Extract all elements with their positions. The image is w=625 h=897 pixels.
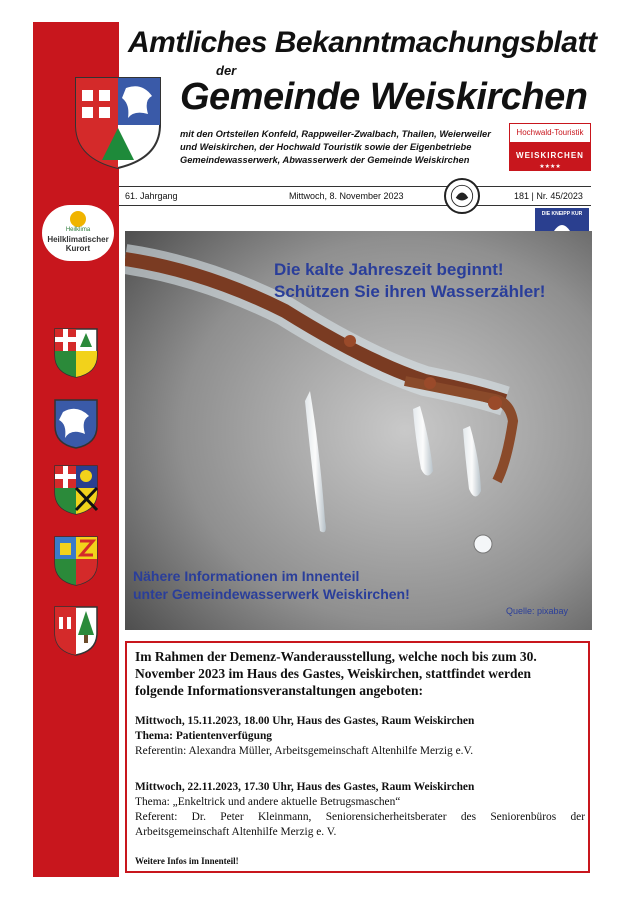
- event-1: [135, 714, 585, 759]
- event-1-topic: Thema: Patientenverfügung: [135, 730, 272, 742]
- notice-intro: Im Rahmen der Demenz-Wanderausstellung, welche noch bis zum 30. November 2023 im Haus des Gastes, Weiskirchen, stattfindet werden folgende Informationsveranstaltungen angeboten:: [135, 649, 537, 698]
- rappweiler-zwalbach-crest-icon: [53, 398, 99, 450]
- heilklima-logo: [42, 205, 114, 261]
- event-1-speaker: Referentin: Alexandra Müller, Arbeitsgemeinschaft Altenhilfe Merzig e.V.: [135, 745, 474, 757]
- photo-headline-line1: Die kalte Jahreszeit beginnt!: [274, 260, 504, 279]
- hochwald-touristik-label: Hochwald-Touristik: [509, 123, 591, 143]
- municipal-coat-of-arms-icon: [72, 70, 164, 170]
- rating-stars: ★★★★: [539, 164, 561, 170]
- demenz-notice-box: [125, 641, 590, 873]
- photo-more-info-line1: Nähere Informationen im Innenteil: [133, 568, 360, 584]
- masthead-der: der: [216, 63, 237, 78]
- event-2-when: Mittwoch, 22.11.2023, 17.30 Uhr, Haus des Gastes, Raum Weiskirchen: [135, 781, 475, 793]
- kneipp-label: DIE KNEIPP KUR: [541, 211, 583, 217]
- weierweiler-crest-icon: [53, 535, 99, 587]
- event-1-when: Mittwoch, 15.11.2023, 18.00 Uhr, Haus des Gastes, Raum Weiskirchen: [135, 715, 475, 727]
- masthead-title: Amtliches Bekanntmachungsblatt: [128, 26, 597, 59]
- hochwald-touristik-logo: [509, 123, 591, 171]
- event-2-speaker: Referent: Dr. Peter Kleinmann, Seniorensicherheitsberater des Seniorenbüros der Arbeitsgemeinschaft Altenhilfe Merzig e. V.: [135, 811, 585, 838]
- photo-source: Quelle: pixabay: [506, 606, 569, 616]
- photo-more-info-line2: unter Gemeindewasserwerk Weiskirchen!: [133, 586, 410, 602]
- sun-icon: [68, 207, 88, 229]
- photo-headline-line2: Schützen Sie ihren Wasserzähler!: [274, 282, 546, 301]
- photo-headline: [274, 259, 545, 303]
- masthead-subtitle: mit den Ortsteilen Konfeld, Rappweiler-Zwalbach, Thailen, Weierweiler und Weiskirchen, der Hochwald Touristik sowie der Eigenbetriebe Gemeindewasserwerk, Abwasserwerk der Gemeinde Weiskirchen: [180, 129, 491, 165]
- weiskirchen-crest-icon: [53, 605, 99, 657]
- event-2-topic: Thema: „Enkeltrick und andere aktuelle Betrugsmaschen“: [135, 796, 401, 808]
- more-info-note: Weitere Infos im Innenteil!: [135, 856, 239, 866]
- event-2: [135, 780, 585, 840]
- quality-seal-icon: [444, 178, 480, 214]
- issue-number: 181 | Nr. 45/2023: [514, 191, 583, 201]
- heilklima-top: Heilklima: [65, 227, 91, 233]
- issue-info-line: [119, 186, 591, 206]
- jahrgang: 61. Jahrgang: [125, 191, 178, 201]
- weiskirchen-label: WEISKIRCHEN: [516, 151, 584, 160]
- issue-date: Mittwoch, 8. November 2023: [289, 191, 404, 201]
- photo-more-info: [133, 567, 410, 603]
- konfeld-crest-icon: [53, 327, 99, 379]
- masthead-municipality: Gemeinde Weiskirchen: [180, 76, 588, 118]
- thailen-crest-icon: [53, 464, 99, 516]
- heilklima-label: Heilklimatischer Kurort: [47, 235, 109, 253]
